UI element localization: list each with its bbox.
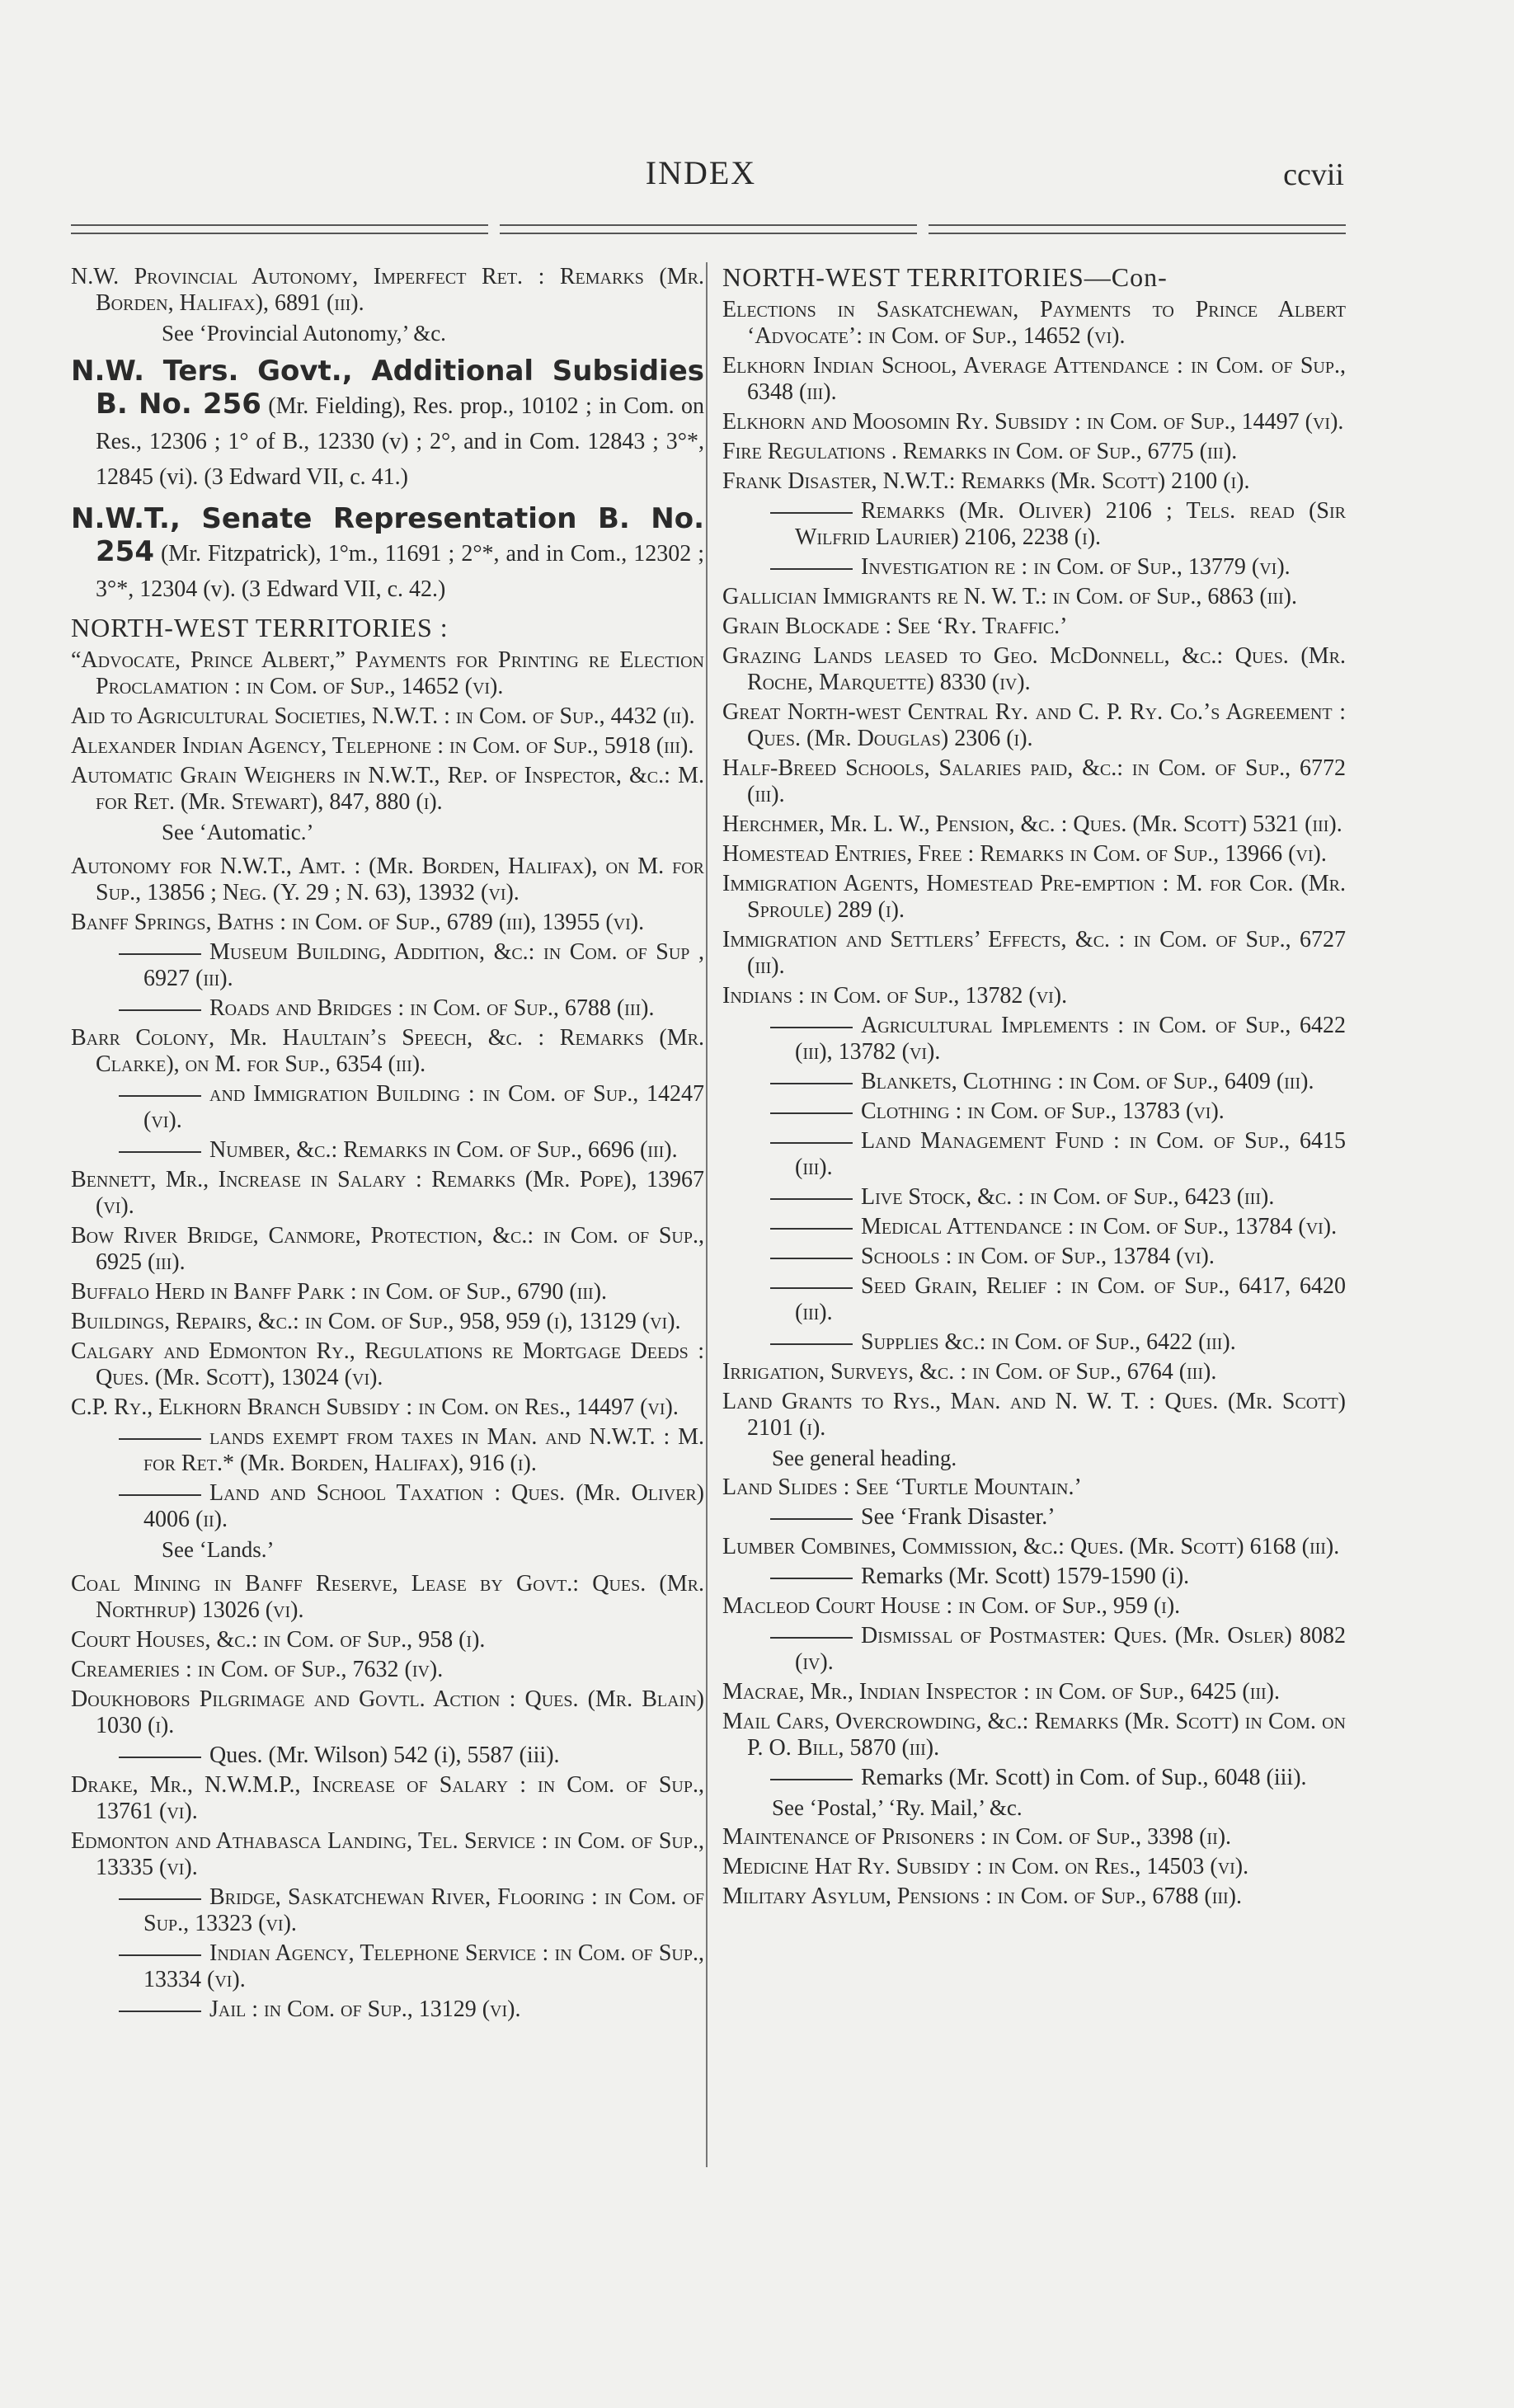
index-entry: Bennett, Mr., Increase in Salary : Remarks (Mr. Pope), 13967 (vi).	[71, 1167, 704, 1219]
index-entry: Immigration Agents, Homestead Pre-emption : M. for Cor. (Mr. Sproule) 289 (i).	[722, 871, 1346, 923]
entry-list	[71, 854, 704, 936]
index-entry: Banff Springs, Baths : in Com. of Sup., 6789 (iii), 13955 (vi).	[71, 910, 645, 935]
dash-rule	[770, 1083, 853, 1084]
entry-list	[722, 297, 1346, 495]
dash-rule	[770, 1637, 853, 1639]
dash-rule	[770, 1287, 853, 1289]
index-entry: Edmonton and Athabasca Landing, Tel. Service : in Com. of Sup., 13335 (vi).	[71, 1828, 704, 1880]
sub-entry-text: Bridge, Saskatchewan River, Flooring : in Com. of Sup., 13323 (vi).	[143, 1884, 704, 1936]
dash-rule	[770, 1228, 853, 1230]
bill-entry	[71, 355, 704, 494]
index-entry: Immigration and Settlers’ Effects, &c. : in Com. of Sup., 6727 (iii).	[722, 927, 1346, 979]
see-reference: See general heading.	[772, 1446, 957, 1470]
sub-entry	[722, 1128, 1346, 1181]
index-entry: Medicine Hat Ry. Subsidy : in Com. on Res., 14503 (vi).	[722, 1854, 1249, 1879]
sub-entry	[722, 498, 1346, 551]
sub-entry-text: Ques. (Mr. Wilson) 542 (i), 5587 (iii).	[209, 1743, 560, 1768]
index-entry: Automatic Grain Weighers in N.W.T., Rep. of Inspector, &c.: M. for Ret. (Mr. Stewart), 847, 880 (i).	[71, 763, 704, 815]
right-column	[722, 264, 1346, 1913]
dash-rule	[770, 512, 853, 514]
left-column	[71, 264, 704, 2026]
index-entry: Barr Colony, Mr. Haultain’s Speech, &c. : Remarks (Mr. Clarke), on M. for Sup., 6354 (iii).	[71, 1025, 704, 1077]
dash-rule	[770, 1142, 853, 1144]
sub-entry-text: Roads and Bridges : in Com. of Sup., 6788 (iii).	[209, 995, 655, 1021]
index-entry: “Advocate, Prince Albert,” Payments for Printing re Election Proclamation : in Com. of Sup., 14652 (vi).	[71, 647, 704, 699]
dash-rule	[119, 1095, 201, 1097]
sub-entry-text: Seed Grain, Relief : in Com. of Sup., 6417, 6420 (iii).	[795, 1273, 1346, 1325]
index-entry: Calgary and Edmonton Ry., Regulations re Mortgage Deeds : Ques. (Mr. Scott), 13024 (vi).	[71, 1338, 704, 1390]
sub-entry	[722, 1329, 1346, 1356]
index-entry: Drake, Mr., N.W.M.P., Increase of Salary : in Com. of Sup., 13761 (vi).	[71, 1772, 704, 1824]
sub-entry-list	[71, 1081, 704, 1164]
index-entry: Court Houses, &c.: in Com. of Sup., 958 (i).	[71, 1627, 486, 1653]
index-entry: Creameries : in Com. of Sup., 7632 (iv).	[71, 1657, 444, 1682]
index-entry: Elections in Saskatchewan, Payments to Prince Albert ‘Advocate’: in Com. of Sup., 14652 (vi).	[722, 297, 1346, 349]
sub-entry	[722, 1214, 1346, 1240]
page-title: INDEX	[645, 154, 757, 191]
entry-list	[722, 1824, 1346, 1910]
sub-entry-text: Dismissal of Postmaster: Ques. (Mr. Osler) 8082 (iv).	[795, 1623, 1346, 1675]
sub-entry-text: Supplies &c.: in Com. of Sup., 6422 (iii).	[861, 1329, 1236, 1355]
sub-entry-text: Remarks (Mr. Scott) in Com. of Sup., 6048 (iii).	[861, 1765, 1307, 1790]
sub-entry	[71, 1081, 704, 1134]
page-number: ccvii	[1283, 158, 1344, 192]
sub-entry-text: Investigation re : in Com. of Sup., 13779 (vi).	[861, 554, 1291, 580]
dash-rule	[770, 1518, 853, 1520]
sub-entry-list	[71, 1884, 704, 2023]
sub-entry	[71, 1743, 704, 1769]
index-entry: Coal Mining in Banff Reserve, Lease by Govt.: Ques. (Mr. Northrup) 13026 (vi).	[71, 1571, 704, 1623]
sub-entry-text: Clothing : in Com. of Sup., 13783 (vi).	[861, 1098, 1225, 1124]
sub-entry-text: Remarks (Mr. Scott) 1579-1590 (i).	[861, 1564, 1190, 1589]
dash-rule	[770, 568, 853, 570]
sub-entry	[71, 1940, 704, 1993]
dash-rule	[770, 1779, 853, 1780]
index-entry: Macrae, Mr., Indian Inspector : in Com. of Sup., 6425 (iii).	[722, 1679, 1281, 1705]
sub-entry	[71, 1884, 704, 1937]
sub-entry-text: Number, &c.: Remarks in Com. of Sup., 6696 (iii).	[209, 1137, 678, 1163]
sub-entry-text: Jail : in Com. of Sup., 13129 (vi).	[209, 1996, 521, 2022]
header-rule	[71, 224, 1346, 244]
dash-rule	[119, 1438, 201, 1440]
sub-entry	[722, 1564, 1346, 1590]
see-reference: See ‘Provincial Autonomy,’ &c.	[162, 321, 446, 346]
sub-entry	[722, 1765, 1346, 1791]
index-entry: Buildings, Repairs, &c.: in Com. of Sup., 958, 959 (i), 13129 (vi).	[71, 1309, 681, 1334]
entry-list	[722, 1359, 1346, 1442]
sub-entry	[71, 995, 704, 1022]
sub-entry-text: Land and School Taxation : Ques. (Mr. Oliver) 4006 (ii).	[143, 1480, 704, 1532]
sub-entry-text: Agricultural Implements : in Com. of Sup., 6422 (iii), 13782 (vi).	[795, 1013, 1346, 1065]
bill-details: (Mr. Fitzpatrick), 1°m., 11691 ; 2°*, and in Com., 12302 ; 3°*, 12304 (v). (3 Edward VII, c. 42.)	[96, 541, 704, 602]
index-entry: Autonomy for N.W.T., Amt. : (Mr. Borden, Halifax), on M. for Sup., 13856 ; Neg. (Y. 29 ; N. 63), 13932 (vi).	[71, 854, 704, 905]
sub-entry	[722, 1273, 1346, 1326]
dash-rule	[119, 2011, 201, 2012]
see-reference: See ‘Postal,’ ‘Ry. Mail,’ &c.	[772, 1795, 1023, 1820]
sub-entry-text: Remarks (Mr. Oliver) 2106 ; Tels. read (Sir Wilfrid Laurier) 2106, 2238 (i).	[795, 498, 1346, 550]
dash-rule	[119, 1009, 201, 1011]
index-entry: Elkhorn Indian School, Average Attendance : in Com. of Sup., 6348 (iii).	[722, 353, 1346, 405]
sub-entry	[71, 1480, 704, 1533]
sub-entry	[722, 1504, 1346, 1531]
dash-rule	[119, 1898, 201, 1900]
index-entry: Half-Breed Schools, Salaries paid, &c.: in Com. of Sup., 6772 (iii).	[722, 755, 1346, 807]
sub-entry-text: and Immigration Building : in Com. of Sup., 14247 (vi).	[143, 1081, 704, 1133]
dash-rule	[119, 1757, 201, 1758]
index-entry: Bow River Bridge, Canmore, Protection, &c.: in Com. of Sup., 6925 (iii).	[71, 1223, 704, 1275]
entry-list	[722, 584, 1346, 1009]
bill-entry	[71, 502, 704, 606]
bill-title: N.W. Ters. Govt., Additional Subsidies B. No. 256	[71, 355, 704, 421]
sub-entry-text: Medical Attendance : in Com. of Sup., 13784 (vi).	[861, 1214, 1338, 1239]
sub-entry	[71, 1137, 704, 1164]
index-entry: Elkhorn and Moosomin Ry. Subsidy : in Com. of Sup., 14497 (vi).	[722, 409, 1344, 435]
index-entry: Mail Cars, Overcrowding, &c.: Remarks (Mr. Scott) in Com. on P. O. Bill, 5870 (iii).	[722, 1709, 1346, 1761]
index-entry: Aid to Agricultural Societies, N.W.T. : in Com. of Sup., 4432 (ii).	[71, 703, 695, 729]
sub-entry	[722, 1013, 1346, 1065]
sub-entry-list	[71, 939, 704, 1022]
sub-entry-text: lands exempt from taxes in Man. and N.W.T. : M. for Ret.* (Mr. Borden, Halifax), 916 (i).	[143, 1424, 704, 1476]
section-heading: NORTH-WEST TERRITORIES :	[71, 613, 449, 642]
index-entry: Maintenance of Prisoners : in Com. of Sup., 3398 (ii).	[722, 1824, 1232, 1850]
sub-entry-list	[722, 498, 1346, 581]
bill-details: (Mr. Fielding), Res. prop., 10102 ; in Com. on Res., 12306 ; 1° of B., 12330 (v) ; 2°, and in Com. 12843 ; 3°*, 12845 (vi). (3 Edward VII, c. 41.)	[96, 393, 704, 490]
index-entry: Lumber Combines, Commission, &c.: Ques. (Mr. Scott) 6168 (iii).	[722, 1534, 1340, 1559]
index-entry: Frank Disaster, N.W.T.: Remarks (Mr. Scott) 2100 (i).	[722, 468, 1250, 494]
dash-rule	[770, 1112, 853, 1114]
sub-entry	[722, 1184, 1346, 1211]
index-entry: Herchmer, Mr. L. W., Pension, &c. : Ques. (Mr. Scott) 5321 (iii).	[722, 811, 1342, 837]
sub-entry	[722, 1098, 1346, 1125]
dash-rule	[770, 1198, 853, 1200]
sub-entry	[71, 1996, 704, 2023]
sub-entry-text: Schools : in Com. of Sup., 13784 (vi).	[861, 1244, 1215, 1269]
sub-entry-text: Land Management Fund : in Com. of Sup., 6415 (iii).	[795, 1128, 1346, 1180]
dash-rule	[119, 1954, 201, 1956]
see-reference: See ‘Automatic.’	[162, 820, 314, 844]
index-entry: Grazing Lands leased to Geo. McDonnell, &c.: Ques. (Mr. Roche, Marquette) 8330 (iv).	[722, 643, 1346, 695]
sub-entry	[71, 1424, 704, 1477]
entry-list	[71, 1167, 704, 1421]
dash-rule	[770, 1258, 853, 1259]
sub-entry	[722, 1244, 1346, 1270]
index-entry: N.W. Provincial Autonomy, Imperfect Ret. : Remarks (Mr. Borden, Halifax), 6891 (iii).	[71, 264, 704, 316]
column-divider	[706, 262, 708, 2167]
index-entry: Homestead Entries, Free : Remarks in Com. of Sup., 13966 (vi).	[722, 841, 1327, 867]
entry-list	[71, 1772, 704, 1881]
dash-rule	[119, 1151, 201, 1153]
dash-rule	[119, 953, 201, 955]
index-entry: Irrigation, Surveys, &c. : in Com. of Sup., 6764 (iii).	[722, 1359, 1217, 1385]
sub-entry	[71, 939, 704, 992]
index-entry: Alexander Indian Agency, Telephone : in Com. of Sup., 5918 (iii).	[71, 733, 694, 759]
dash-rule	[770, 1343, 853, 1345]
index-entry: Gallician Immigrants re N. W. T.: in Com. of Sup., 6863 (iii).	[722, 584, 1297, 609]
index-entry: Fire Regulations . Remarks in Com. of Sup., 6775 (iii).	[722, 439, 1238, 464]
sub-entry	[722, 1623, 1346, 1676]
dash-rule	[119, 1494, 201, 1496]
index-entry: Land Slides : See ‘Turtle Mountain.’	[722, 1474, 1082, 1500]
index-entry: Great North-west Central Ry. and C. P. Ry. Co.’s Agreement : Ques. (Mr. Douglas) 2306 (i).	[722, 699, 1346, 751]
sub-entry-text: Museum Building, Addition, &c.: in Com. of Sup , 6927 (iii).	[143, 939, 704, 991]
index-entry: Macleod Court House : in Com. of Sup., 959 (i).	[722, 1593, 1181, 1619]
index-entry: Military Asylum, Pensions : in Com. of Sup., 6788 (iii).	[722, 1884, 1243, 1909]
index-entry: Indians : in Com. of Sup., 13782 (vi).	[722, 983, 1068, 1009]
see-reference: See ‘Lands.’	[162, 1537, 275, 1562]
index-entry: Land Grants to Rys., Man. and N. W. T. : Ques. (Mr. Scott) 2101 (i).	[722, 1389, 1346, 1441]
bill-title: N.W.T., Senate Representation B. No. 254	[71, 502, 704, 568]
entry-list	[71, 647, 704, 816]
entry-list	[71, 1571, 704, 1739]
sub-entry-text: Blankets, Clothing : in Com. of Sup., 6409 (iii).	[861, 1069, 1314, 1094]
index-entry: Grain Blockade : See ‘Ry. Traffic.’	[722, 614, 1068, 639]
sub-entry-text: Indian Agency, Telephone Service : in Com. of Sup., 13334 (vi).	[143, 1940, 704, 1992]
sub-entry	[722, 554, 1346, 581]
sub-entry-text: Live Stock, &c. : in Com. of Sup., 6423 (iii).	[861, 1184, 1275, 1210]
sub-entry-list	[71, 1424, 704, 1533]
sub-entry-list	[722, 1013, 1346, 1356]
section-heading: NORTH-WEST TERRITORIES—Con-	[722, 262, 1168, 292]
index-entry: C.P. Ry., Elkhorn Branch Subsidy : in Com. on Res., 14497 (vi).	[71, 1394, 679, 1420]
index-entry: Doukhobors Pilgrimage and Govtl. Action : Ques. (Mr. Blain) 1030 (i).	[71, 1686, 704, 1738]
index-entry: Buffalo Herd in Banff Park : in Com. of Sup., 6790 (iii).	[71, 1279, 608, 1305]
dash-rule	[770, 1027, 853, 1028]
sub-entry-text: See ‘Frank Disaster.’	[861, 1504, 1056, 1530]
dash-rule	[770, 1578, 853, 1579]
sub-entry	[722, 1069, 1346, 1095]
